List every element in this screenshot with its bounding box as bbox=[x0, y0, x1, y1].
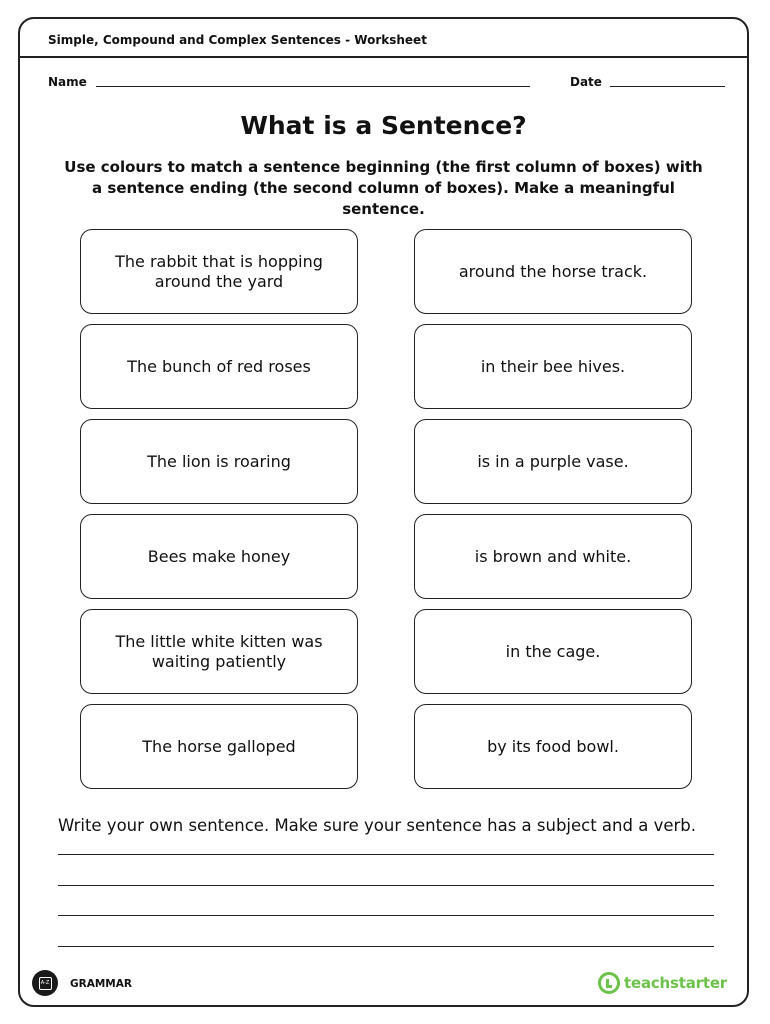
sentence-beginning-box[interactable]: Bees make honey bbox=[80, 514, 358, 599]
sentence-ending-box[interactable]: in their bee hives. bbox=[414, 324, 692, 409]
sentence-ending-box[interactable]: by its food bowl. bbox=[414, 704, 692, 789]
header-divider bbox=[20, 56, 747, 58]
sentence-beginning-box[interactable]: The rabbit that is hopping around the yard bbox=[80, 229, 358, 314]
sentence-beginning-box[interactable]: The lion is roaring bbox=[80, 419, 358, 504]
sentence-ending-box[interactable]: is in a purple vase. bbox=[414, 419, 692, 504]
name-label: Name bbox=[48, 75, 87, 89]
sentence-ending-box[interactable]: is brown and white. bbox=[414, 514, 692, 599]
worksheet-page bbox=[18, 17, 749, 1007]
instructions: Use colours to match a sentence beginning (the first column of boxes) with a sentence ending (the second column of boxes). Make a meaningful sentence. bbox=[64, 158, 703, 218]
writing-line[interactable] bbox=[58, 885, 714, 886]
page-title: What is a Sentence? bbox=[240, 111, 527, 140]
writing-line[interactable] bbox=[58, 946, 714, 947]
writing-prompt: Write your own sentence. Make sure your sentence has a subject and a verb. bbox=[58, 816, 696, 835]
sentence-beginning-box[interactable]: The little white kitten was waiting patiently bbox=[80, 609, 358, 694]
badge-text: A-Z bbox=[39, 977, 52, 990]
writing-line[interactable] bbox=[58, 915, 714, 916]
name-field[interactable] bbox=[96, 86, 530, 87]
sentence-beginning-box[interactable]: The bunch of red roses bbox=[80, 324, 358, 409]
teachstarter-logo bbox=[598, 972, 727, 994]
subject-label: GRAMMAR bbox=[70, 978, 132, 990]
writing-line[interactable] bbox=[58, 854, 714, 855]
date-label: Date bbox=[570, 75, 602, 89]
sentence-ending-box[interactable]: in the cage. bbox=[414, 609, 692, 694]
teachstarter-logo-icon bbox=[598, 972, 620, 994]
worksheet-header-title: Simple, Compound and Complex Sentences - Worksheet bbox=[48, 33, 427, 47]
sentence-ending-box[interactable]: around the horse track. bbox=[414, 229, 692, 314]
grammar-badge-icon bbox=[32, 970, 58, 996]
date-field[interactable] bbox=[610, 86, 725, 87]
sentence-beginning-box[interactable]: The horse galloped bbox=[80, 704, 358, 789]
brand-name: teachstarter bbox=[624, 974, 727, 992]
